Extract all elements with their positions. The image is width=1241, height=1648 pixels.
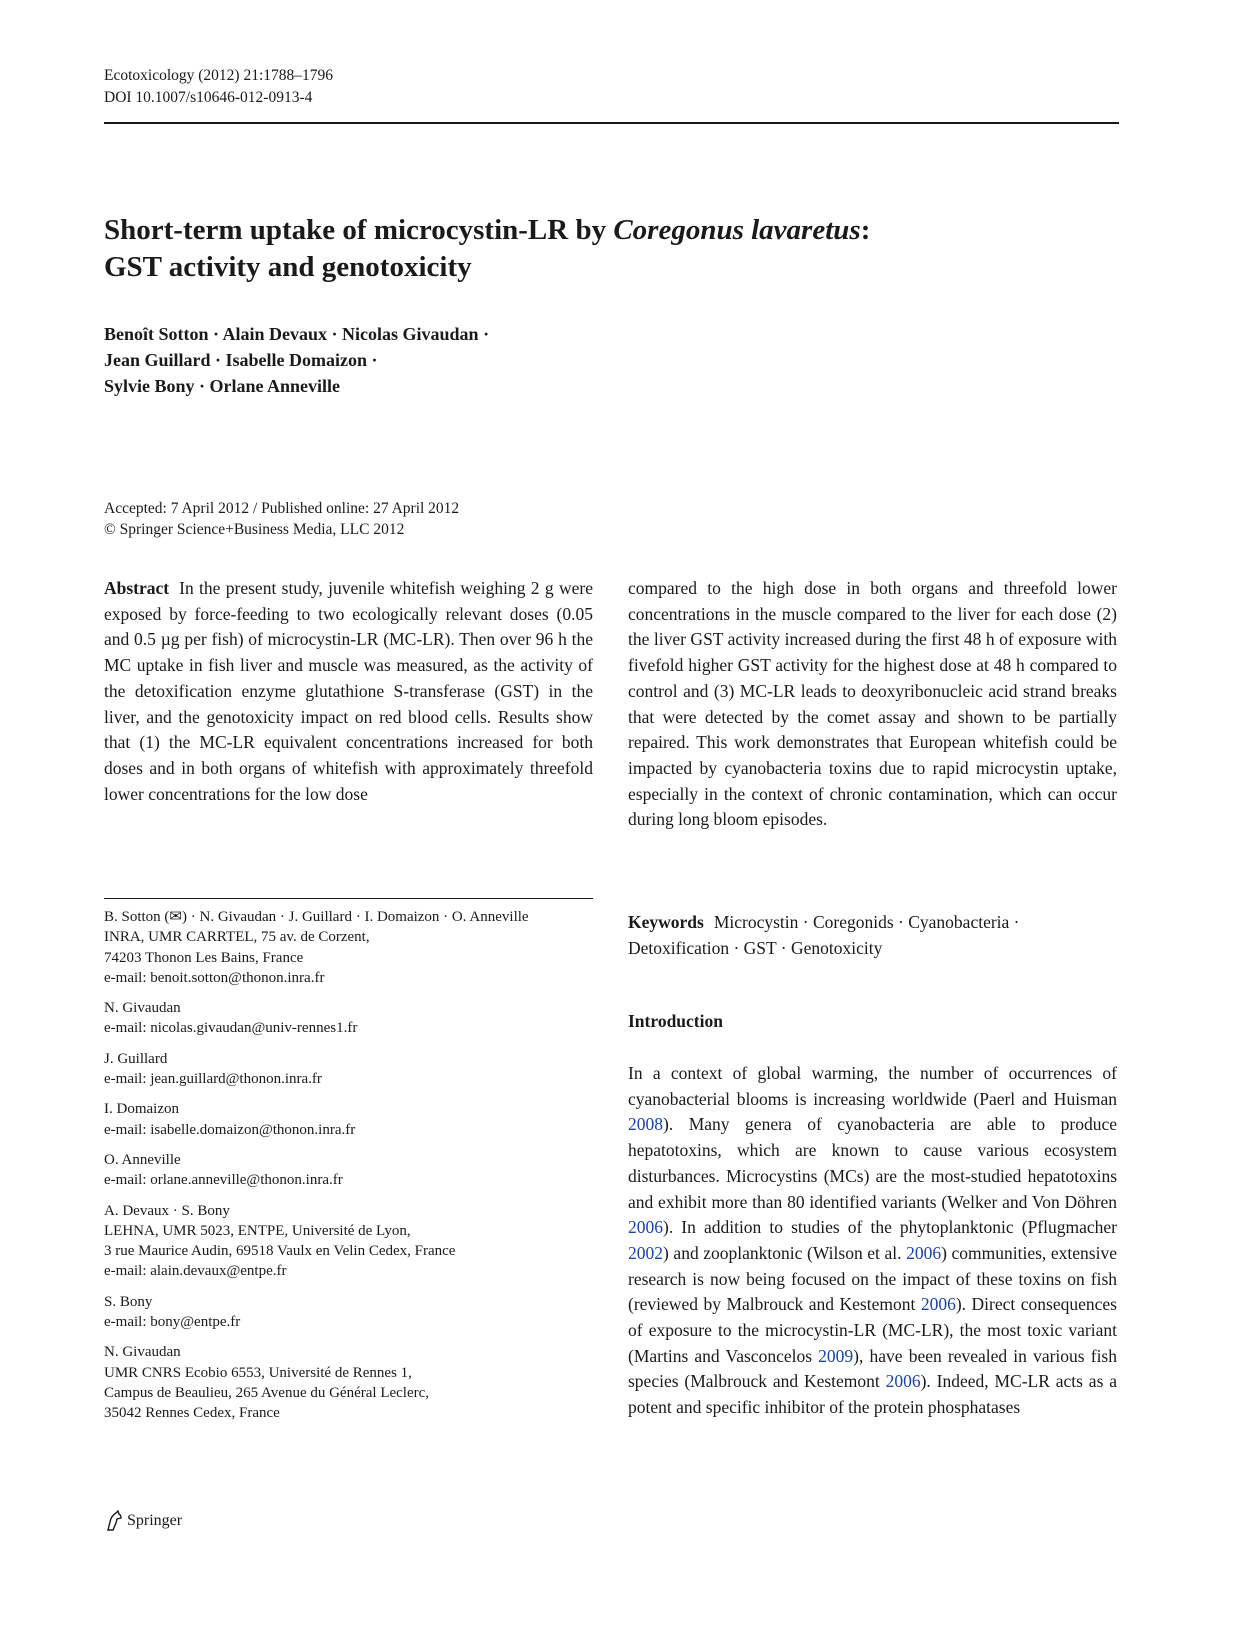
affiliation: I. Domaizon e-mail: isabelle.domaizon@thonon.inra.fr — [104, 1099, 604, 1140]
introduction-text: In a context of global warming, the number of occurrences of cyanobacterial blooms is increasing worldwide (Paerl and Huisman 2008). Many genera of cyanobacteria are able to produce hepatotoxins, which are known to cause various ecosystem disturbances. Microcystins (MCs) are the most-studied hepatotoxins and exhibit more than 80 identified variants (Welker and Von Döhren 2006). In addition to studies of the phytoplanktonic (Pflugmacher 2002) and zooplanktonic (Wilson et al. 2006) communities, extensive research is now being focused on the impact of these toxins on fish (reviewed by Malbrouck and Kestemont 2006). Direct consequences of exposure to the microcystin-LR (MC-LR), the most toxic variant (Martins and Vasconcelos 2009), have been revealed in various fish species (Malbrouck and Kestemont 2006). Indeed, MC-LR acts as a potent and specific inhibitor of the protein phosphatases — [628, 1063, 1117, 1418]
affiliation: O. Anneville e-mail: orlane.anneville@thonon.inra.fr — [104, 1150, 604, 1191]
email-link[interactable]: e-mail: nicolas.givaudan@univ-rennes1.fr — [104, 1020, 358, 1037]
citation-link[interactable]: 2002 — [628, 1242, 663, 1263]
email-link[interactable]: e-mail: alain.devaux@entpe.fr — [104, 1263, 287, 1280]
publisher-name: Springer — [127, 1512, 183, 1529]
keywords — [628, 910, 1118, 961]
abstract-text-right: compared to the high dose in both organs and threefold lower concentrations in the muscle compared to the liver for each dose (2) the liver GST activity increased during the first 48 h of exposure with fivefold higher GST activity for the highest dose at 48 h compared to control and (3) MC-LR leads to deoxyribonucleic acid strand breaks that were detected by the comet assay and shown to be partially repaired. This work demonstrates that European whitefish could be impacted by cyanobacteria toxins due to rapid microcystin uptake, especially in the context of chronic contamination, which can occur during long bloom episodes. — [628, 578, 1117, 830]
affiliation: B. Sotton (✉) · N. Givaudan · J. Guillard · I. Domaizon · O. Anneville INRA, UMR CARRTEL, 75 av. de Corzent, 74203 Thonon Les Bains, France e-mail: benoit.sotton@thonon.inra.fr — [104, 907, 604, 988]
email-link[interactable]: e-mail: isabelle.domaizon@thonon.inra.fr — [104, 1121, 356, 1138]
header-rule — [104, 122, 1119, 124]
citation-link[interactable]: 2006 — [920, 1294, 956, 1315]
affiliation: N. Givaudan e-mail: nicolas.givaudan@univ-rennes1.fr — [104, 998, 604, 1039]
affiliation: J. Guillard e-mail: jean.guillard@thonon.inra.fr — [104, 1049, 604, 1090]
citation-link[interactable]: 2006 — [628, 1217, 663, 1238]
abstract-label: Abstract — [104, 578, 170, 598]
affiliation: N. Givaudan UMR CNRS Ecobio 6553, Université de Rennes 1, Campus de Beaulieu, 265 Avenue du Général Leclerc, 35042 Rennes Cedex, France — [104, 1344, 430, 1422]
abstract-right — [628, 576, 1117, 833]
email-link[interactable]: e-mail: jean.guillard@thonon.inra.fr — [104, 1071, 322, 1088]
affiliation: A. Devaux · S. Bony LEHNA, UMR 5023, ENTPE, Université de Lyon, 3 rue Maurice Audin, 69518 Vaulx en Velin Cedex, France e-mail: alain.devaux@entpe.fr — [104, 1201, 604, 1282]
journal-header — [104, 65, 333, 109]
affiliations — [104, 907, 604, 1434]
footnote-rule — [104, 898, 593, 899]
copyright: © Springer Science+Business Media, LLC 2012 — [104, 521, 405, 538]
keywords-text: Microcystin · Coregonids · Cyanobacteria · Detoxification · GST · Genotoxicity — [628, 912, 1020, 958]
page-footer — [104, 1510, 182, 1532]
citation-link[interactable]: 2009 — [818, 1345, 854, 1366]
introduction-heading: Introduction — [628, 1011, 723, 1031]
email-link[interactable]: e-mail: orlane.anneville@thonon.inra.fr — [104, 1172, 343, 1189]
citation-link[interactable]: 2008 — [628, 1114, 663, 1135]
citation-link[interactable]: 2006 — [885, 1371, 921, 1392]
publication-info — [104, 498, 459, 540]
abstract-left — [104, 576, 593, 807]
keywords-label: Keywords — [628, 912, 704, 932]
abstract-text-left: In the present study, juvenile whitefish weighing 2 g were exposed by force-feeding to two ecologically relevant doses (0.05 and 0.5 µg per fish) of microcystin-LR (MC-LR). Then over 96 h the MC uptake in fish liver and muscle was measured, as the activity of the detoxification enzyme glutathione S-transferase (GST) in the liver, and the genotoxicity impact on red blood cells. Results show that (1) the MC-LR equivalent concentrations increased for both doses and in both organs of whitefish with approximately threefold lower concentrations for the low dose — [104, 578, 593, 804]
springer-horse-icon — [104, 1510, 124, 1532]
journal-citation: Ecotoxicology (2012) 21:1788–1796 — [104, 67, 334, 84]
doi: DOI 10.1007/s10646-012-0913-4 — [104, 89, 313, 106]
email-link[interactable]: e-mail: benoit.sotton@thonon.inra.fr — [104, 969, 325, 986]
article-title: Short-term uptake of microcystin-LR by Coregonus lavaretus: GST activity and genotoxicity — [104, 214, 871, 283]
publication-dates: Accepted: 7 April 2012 / Published online: 27 April 2012 — [104, 500, 460, 517]
citation-link[interactable]: 2006 — [906, 1242, 942, 1263]
author-list: Benoît Sotton · Alain Devaux · Nicolas Givaudan · Jean Guillard · Isabelle Domaizon · Sylvie Bony · Orlane Anneville — [104, 324, 490, 396]
email-link[interactable]: e-mail: bony@entpe.fr — [104, 1314, 241, 1331]
species-name: Coregonus lavaretus — [613, 214, 861, 246]
affiliation: S. Bony e-mail: bony@entpe.fr — [104, 1292, 604, 1333]
